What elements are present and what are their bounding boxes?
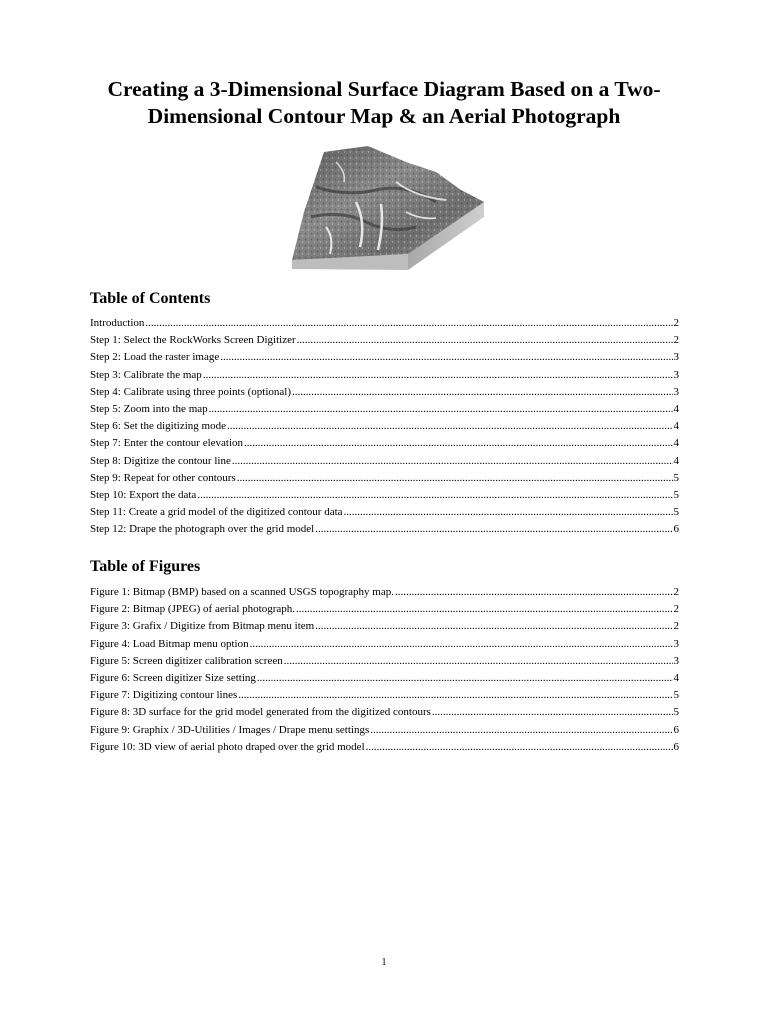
- tof-entry[interactable]: [90, 704, 679, 721]
- toc-entry-label: Step 12: Drape the photograph over the grid model: [90, 523, 315, 536]
- toc-entry-label: Step 1: Select the RockWorks Screen Digitizer: [90, 334, 296, 347]
- leader-dots: [232, 453, 673, 470]
- toc-entry-page: 6: [673, 523, 679, 536]
- toc-entry[interactable]: [90, 418, 679, 435]
- tof-entry[interactable]: [90, 722, 679, 739]
- tof-entry[interactable]: [90, 584, 679, 601]
- toc-entry-page: 2: [673, 334, 679, 347]
- tof-entry-page: 2: [673, 586, 679, 598]
- toc-entry[interactable]: [90, 504, 679, 521]
- tof-entry-page: 2: [673, 603, 679, 616]
- toc-entry-label: Step 6: Set the digitizing mode: [90, 420, 226, 433]
- tof-entry-label: Figure 10: 3D view of aerial photo draped over the grid model: [90, 740, 365, 753]
- leader-dots: [244, 435, 672, 452]
- leader-dots: [237, 470, 673, 487]
- toc-list: [90, 315, 679, 538]
- tof-entry[interactable]: [90, 687, 679, 704]
- leader-dots: [297, 332, 673, 349]
- leader-dots: [292, 384, 672, 401]
- leader-dots: [203, 367, 673, 384]
- leader-dots: [209, 401, 673, 418]
- leader-dots: [395, 584, 673, 601]
- page-number: 1: [381, 957, 387, 968]
- toc-entry[interactable]: [90, 315, 679, 332]
- tof-entry-label: Figure 6: Screen digitizer Size setting: [90, 671, 256, 684]
- toc-entry-label: Step 8: Digitize the contour line: [90, 454, 231, 467]
- leader-dots: [145, 315, 672, 332]
- tof-entry-page: 5: [673, 689, 679, 702]
- toc-entry-page: 5: [673, 488, 679, 501]
- toc-entry-page: 4: [673, 402, 679, 415]
- tof-entry-page: 5: [673, 706, 679, 719]
- tof-entry[interactable]: [90, 618, 679, 635]
- tof-entry-label: Figure 4: Load Bitmap menu option: [90, 637, 249, 650]
- toc-entry[interactable]: [90, 401, 679, 418]
- 3d-surface-image: [286, 142, 486, 272]
- toc-entry-page: 3: [673, 351, 679, 364]
- tof-entry-page: 2: [673, 620, 679, 633]
- toc-heading: Table of Contents: [90, 290, 211, 307]
- tof-list: [90, 584, 679, 756]
- leader-dots: [296, 601, 673, 618]
- tof-entry-label: Figure 1: Bitmap (BMP) based on a scanned USGS topography map.: [90, 586, 394, 598]
- tof-entry-label: Figure 7: Digitizing contour lines: [90, 689, 238, 702]
- toc-entry[interactable]: [90, 332, 679, 349]
- tof-entry[interactable]: [90, 636, 679, 653]
- toc-entry-label: Introduction: [90, 317, 145, 329]
- leader-dots: [370, 722, 672, 739]
- toc-entry-page: 3: [673, 368, 679, 381]
- leader-dots: [366, 739, 673, 756]
- toc-entry[interactable]: [90, 435, 679, 452]
- toc-entry-page: 4: [673, 454, 679, 467]
- toc-entry[interactable]: [90, 367, 679, 384]
- toc-entry-page: 5: [673, 506, 679, 519]
- toc-entry[interactable]: [90, 521, 679, 538]
- toc-entry-label: Step 11: Create a grid model of the digitized contour data: [90, 506, 343, 519]
- leader-dots: [227, 418, 673, 435]
- toc-entry[interactable]: [90, 349, 679, 366]
- tof-entry[interactable]: [90, 601, 679, 618]
- tof-entry-page: 4: [673, 671, 679, 684]
- toc-entry-page: 3: [673, 385, 679, 398]
- tof-entry-label: Figure 5: Screen digitizer calibration screen: [90, 654, 283, 667]
- toc-entry-page: 4: [673, 437, 679, 450]
- leader-dots: [238, 687, 672, 704]
- tof-entry-page: 3: [673, 637, 679, 650]
- tof-entry-page: 3: [673, 654, 679, 667]
- tof-entry-label: Figure 8: 3D surface for the grid model generated from the digitized contours: [90, 706, 431, 719]
- tof-entry-label: Figure 2: Bitmap (JPEG) of aerial photograph.: [90, 603, 295, 616]
- leader-dots: [284, 653, 673, 670]
- toc-entry-label: Step 4: Calibrate using three points (optional): [90, 385, 292, 398]
- leader-dots: [220, 349, 672, 366]
- toc-entry-page: 2: [673, 317, 679, 329]
- toc-entry-page: 4: [673, 420, 679, 433]
- tof-entry-label: Figure 3: Grafix / Digitize from Bitmap menu item: [90, 620, 315, 633]
- leader-dots: [197, 487, 672, 504]
- toc-entry[interactable]: [90, 453, 679, 470]
- leader-dots: [315, 521, 672, 538]
- tof-entry-page: 6: [673, 740, 679, 753]
- tof-entry-label: Figure 9: Graphix / 3D-Utilities / Images / Drape menu settings: [90, 723, 370, 736]
- document-title: [60, 76, 708, 130]
- title-line-2: Dimensional Contour Map & an Aerial Photograph: [147, 104, 621, 128]
- toc-entry-label: Step 3: Calibrate the map: [90, 368, 202, 381]
- tof-entry[interactable]: [90, 670, 679, 687]
- title-line-1: Creating a 3-Dimensional Surface Diagram Based on a Two-: [107, 77, 661, 101]
- tof-entry[interactable]: [90, 739, 679, 756]
- leader-dots: [315, 618, 672, 635]
- leader-dots: [250, 636, 673, 653]
- toc-entry-label: Step 9: Repeat for other contours: [90, 471, 236, 484]
- toc-entry[interactable]: [90, 487, 679, 504]
- toc-entry-label: Step 7: Enter the contour elevation: [90, 437, 244, 450]
- toc-entry-label: Step 5: Zoom into the map: [90, 402, 208, 415]
- leader-dots: [432, 704, 673, 721]
- leader-dots: [257, 670, 673, 687]
- tof-entry-page: 6: [673, 723, 679, 736]
- toc-entry-label: Step 2: Load the raster image: [90, 351, 220, 364]
- tof-heading: Table of Figures: [90, 558, 201, 575]
- toc-entry[interactable]: [90, 470, 679, 487]
- toc-entry-page: 5: [673, 471, 679, 484]
- toc-entry[interactable]: [90, 384, 679, 401]
- toc-entry-label: Step 10: Export the data: [90, 488, 197, 501]
- leader-dots: [344, 504, 673, 521]
- tof-entry[interactable]: [90, 653, 679, 670]
